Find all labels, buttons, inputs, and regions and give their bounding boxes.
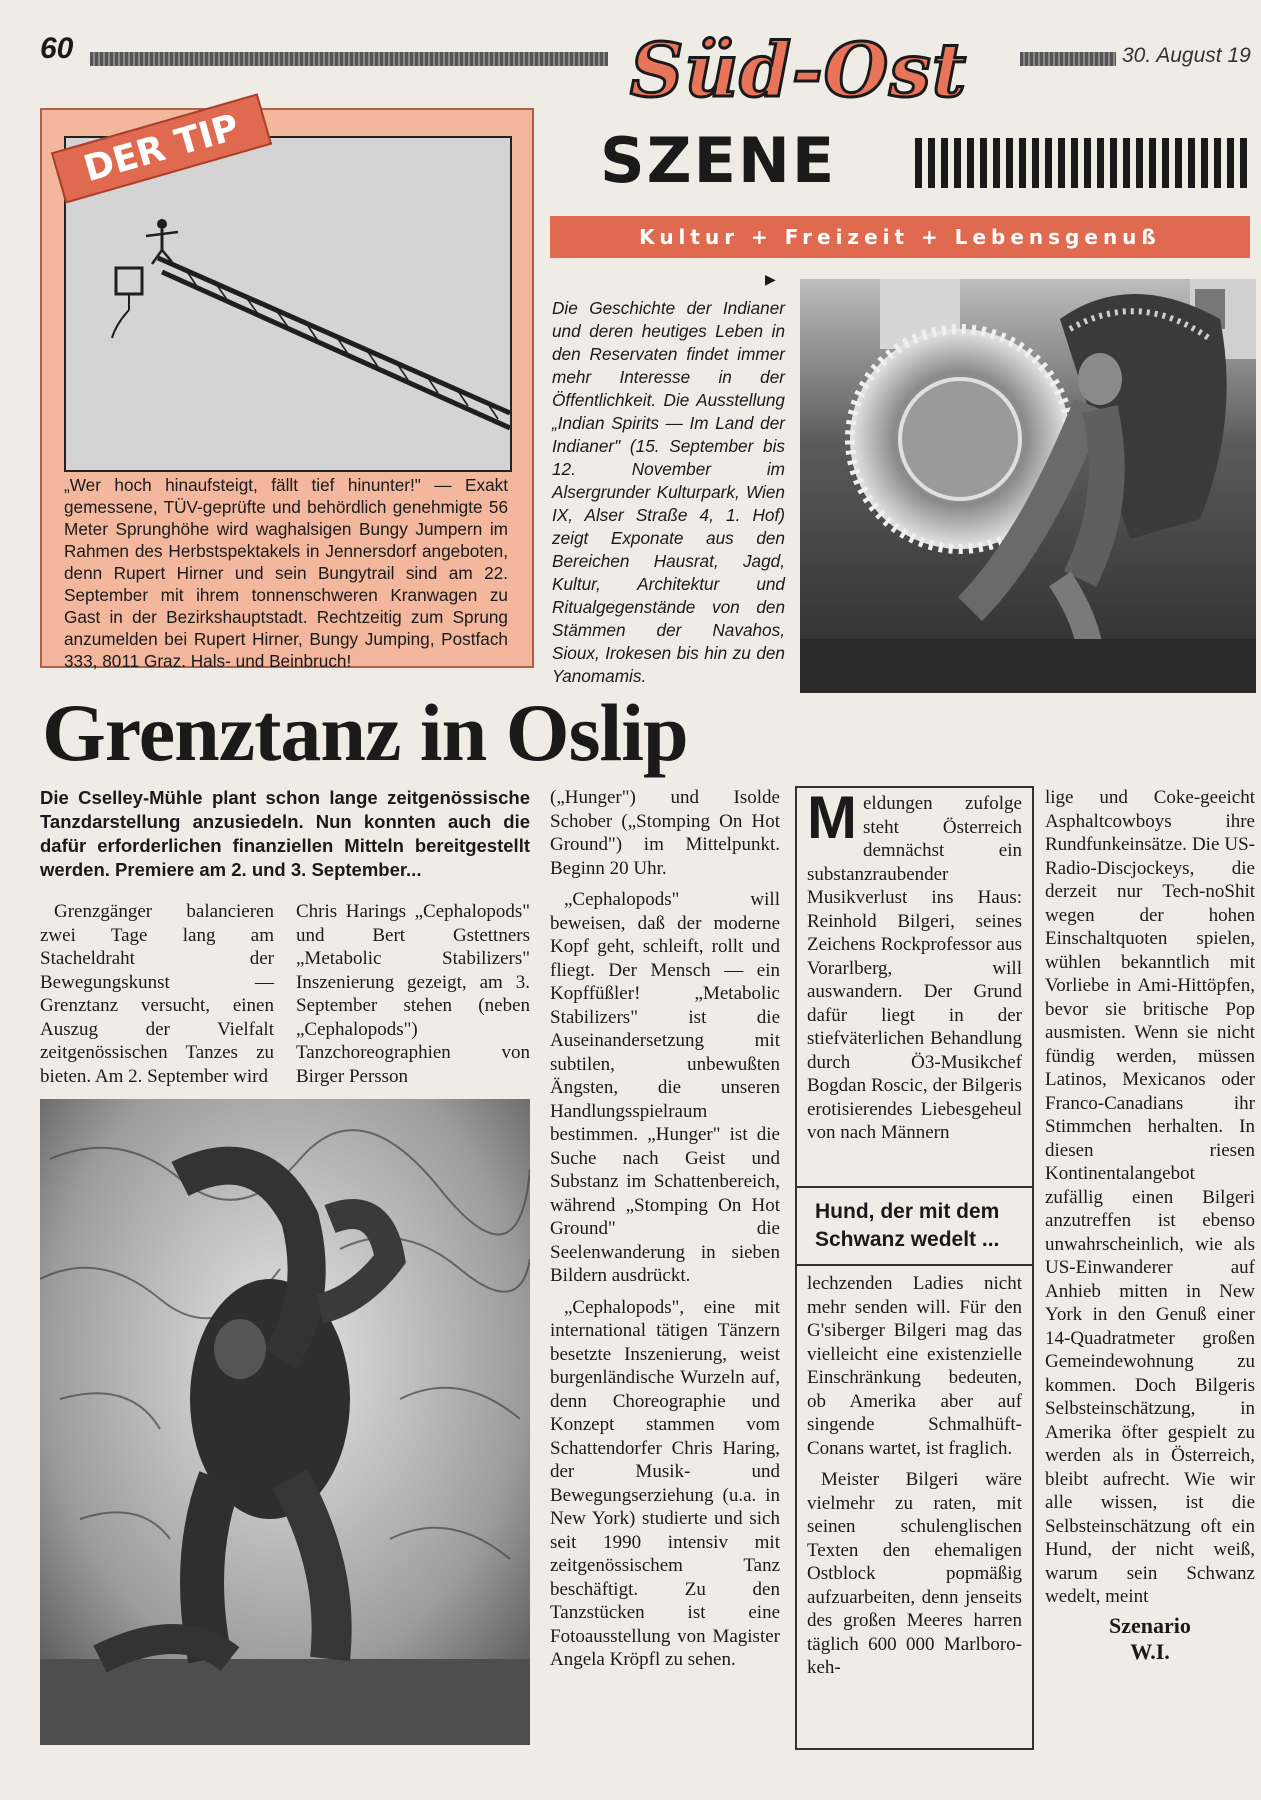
column-p4: lige und Coke-geeicht Asphaltcowboys ihre Rundfunkeinsätze. Die US-Radio-Discjockeys, die derzeit nur Tech-noShit wegen der hohen Einschaltquoten spielen, wühlen bekanntlich mit Vorliebe in Ami-Hittöpfen, bevor sie britische Pop ausmisten. Wenn sie nicht fündig werden, müssen Latinos, Mexicanos oder Franco-Canadians ihr Stimmchen herhalten. In diesen riesen Kontinentalangebot zufällig einen Bilgeri anzutreffen ist ebenso unwahrscheinlich, wie als US-Einwanderer auf Anhieb mitten in New York in den Genuß einer 14-Quadratmeter großen Gemeindewohnung zu kommen. Doch Bilgeris Selbsteinschätzung, in Amerika öfter gespielt zu werden als in Österreich, bleibt aufrecht. Wie wir alle wissen, ist die Selbsteinschätzung oft ein Hund, der nicht weiß, warum sein Schwanz wedelt, meint: [1045, 787, 1255, 1607]
column-p1: eldungen zufolge steht Österreich demnächst ein substanzraubender Musikverlust ins Haus: Reinhold Bilgeri, seines Zeichens Rockprofessor aus Vorarlberg, will auswandern. Der Grund dafür liegt in der stiefväterlichen Behandlung durch Ö3-Musikchef Bogdan Roscic, der Bilgeris erotisierendes Liebesgeheul von nach Männern: [807, 793, 1022, 1143]
column-subhead-box: [797, 1186, 1032, 1266]
tip-text: „Wer hoch hinaufsteigt, fällt tief hinunter!" — Exakt gemessene, TÜV-geprüfte und behördlich genehmigte 56 Meter Sprunghöhe wird waghalsigen Bungy Jumpern im Rahmen des Herbstspektakels in Jennersdorf angeboten, denn Rupert Hirner und sein Bungytrail sind am 22. September mit ihrem tonnenschweren Kranwagen zu Gast in der Bezirkshauptstadt. Rechtzeitig zum Sprung anzumelden bei Rupert Hirner, Bungy Jumping, Postfach 333, 8011 Graz. Hals- und Beinbruch!: [64, 475, 508, 671]
indian-dancer-photo: [800, 279, 1256, 693]
article-body-col1: [40, 900, 274, 1088]
header-rule-left: [90, 52, 608, 66]
column-box-part1: [807, 784, 1022, 1145]
tip-photo: [64, 136, 512, 472]
page-number: 60: [40, 32, 74, 65]
article-lead: Die Cselley-Mühle plant schon lange zeitgenössische Tanzdarstellung anzusiedeln. Nun konnten auch die dafür erforderlichen finanziellen Mitteln bereitgestellt werden. Premiere am 2. und 3. September...: [40, 787, 530, 880]
logo-szene: SZENE: [600, 124, 837, 197]
column-continuation: [1045, 786, 1255, 1746]
article-col3-p2: „Cephalopods" will beweisen, daß der moderne Kopf geht, schleift, rollt und fliegt. Der Mensch — ein Kopffüßler! „Metabolic Stabilizers" ist die Auseinandersetzung mit subtilen, unbewußten Ängsten, die unseren Handlungsspielraum bestimmen. „Hunger" ist die Suche nach Geist und Substanz im Schattenbereich, während „Stomping On Hot Ground" die Seelenwanderung in sieben Bildern ausdrückt.: [550, 889, 780, 1286]
article-body-col3: [550, 786, 780, 1672]
column-continuation-text: [1045, 786, 1255, 1609]
section-tagline: Kultur + Freizeit + Lebensgenuß: [550, 216, 1250, 258]
column-p2: lechzenden Ladies nicht mehr senden will. Für den G'siberger Bilgeri mag das vielleicht eine existenzielle Einschränkung bedeuten, ob Amerika aber auf singende Schmalhüft-Conans wartet, ist fraglich.: [807, 1273, 1022, 1459]
bungy-crane-illustration: [66, 138, 510, 470]
article-headline: Grenztanz in Oslip: [42, 687, 688, 778]
column-box: [795, 786, 1034, 1750]
arrow-right-icon: ▶: [765, 272, 776, 288]
tip-badge: DER TIP: [51, 93, 272, 203]
logo-sud-ost: Süd-Ost: [630, 28, 968, 114]
issue-date: 30. August 19: [1122, 44, 1251, 67]
signature-line2: W.I.: [1130, 1638, 1170, 1664]
article-col3-p3: „Cephalopods", eine mit international tätigen Tänzern besetzte Inszenierung, weist burgenländische Wurzeln auf, denn Choreographie und Konzept stammen vom Schattendorfer Chris Haring, der Musik- und Bewegungserziehung (u.a. in New York) studierte und sich seit 1990 intensiv mit zeitgenössischem Tanz beschäftigt. Zu den Tanzstücken ist eine Fotoausstellung von Magister Angela Kröpfl zu sehen.: [550, 1296, 780, 1670]
column-signature: [1045, 1613, 1255, 1665]
column-subhead: Hund, der mit dem Schwanz wedelt ...: [815, 1200, 1000, 1251]
logo-bars: [915, 138, 1250, 188]
dancers-photo: [40, 1099, 530, 1745]
column-p3: Meister Bilgeri wäre vielmehr zu raten, mit seinen schulenglischen Texten den ehemaligen Ostblock popmäßig aufzuarbeiten, denn jenseits des großen Meeres harren täglich 600 000 Marlboro-keh-: [807, 1469, 1022, 1678]
column-dropcap: M: [807, 784, 857, 851]
column-box-part2: [807, 1272, 1022, 1680]
article-col3-p1: („Hunger") und Isolde Schober („Stomping On Hot Ground") im Mittelpunkt. Beginn 20 Uhr.: [550, 787, 780, 879]
header-rule-right: [1020, 52, 1116, 66]
feathered-dancer-illustration: [800, 279, 1256, 693]
acrobatic-dancers-illustration: [40, 1099, 530, 1745]
indian-spirits-caption: Die Geschichte der Indianer und deren heutiges Leben in den Reservaten findet immer mehr Interesse in der Öffentlichkeit. Die Ausstellung „Indian Spirits — Im Land der Indianer" (15. September bis 12. November im Alsergrunder Kulturpark, Wien IX, Alser Straße 4, 1. Hof) zeigt Exponate aus den Bereichen Hausrat, Jagd, Kultur, Architektur und Ritualgegenstände von den Stämmen der Navahos, Sioux, Irokesen bis hin zu den Yanomamis.: [552, 298, 785, 686]
tip-box: [40, 106, 534, 671]
signature-line1: Szenario: [1109, 1612, 1191, 1638]
article-col1-text: Grenzgänger balancieren zwei Tage lang am Stacheldraht der Bewegungskunst — Grenztanz versucht, einen Auszug der Vielfalt zeitgenössischen Tanzes zu bieten. Am 2. September wird: [40, 901, 274, 1087]
article-body-col2: [296, 900, 530, 1088]
article-col2-text: Chris Harings „Cephalopods" und Bert Gstettners „Metabolic Stabilizers" Inszenierung gezeigt, am 3. September stehen (neben „Cephalopods") Tanzchoreographien von Birger Persson: [296, 901, 530, 1087]
